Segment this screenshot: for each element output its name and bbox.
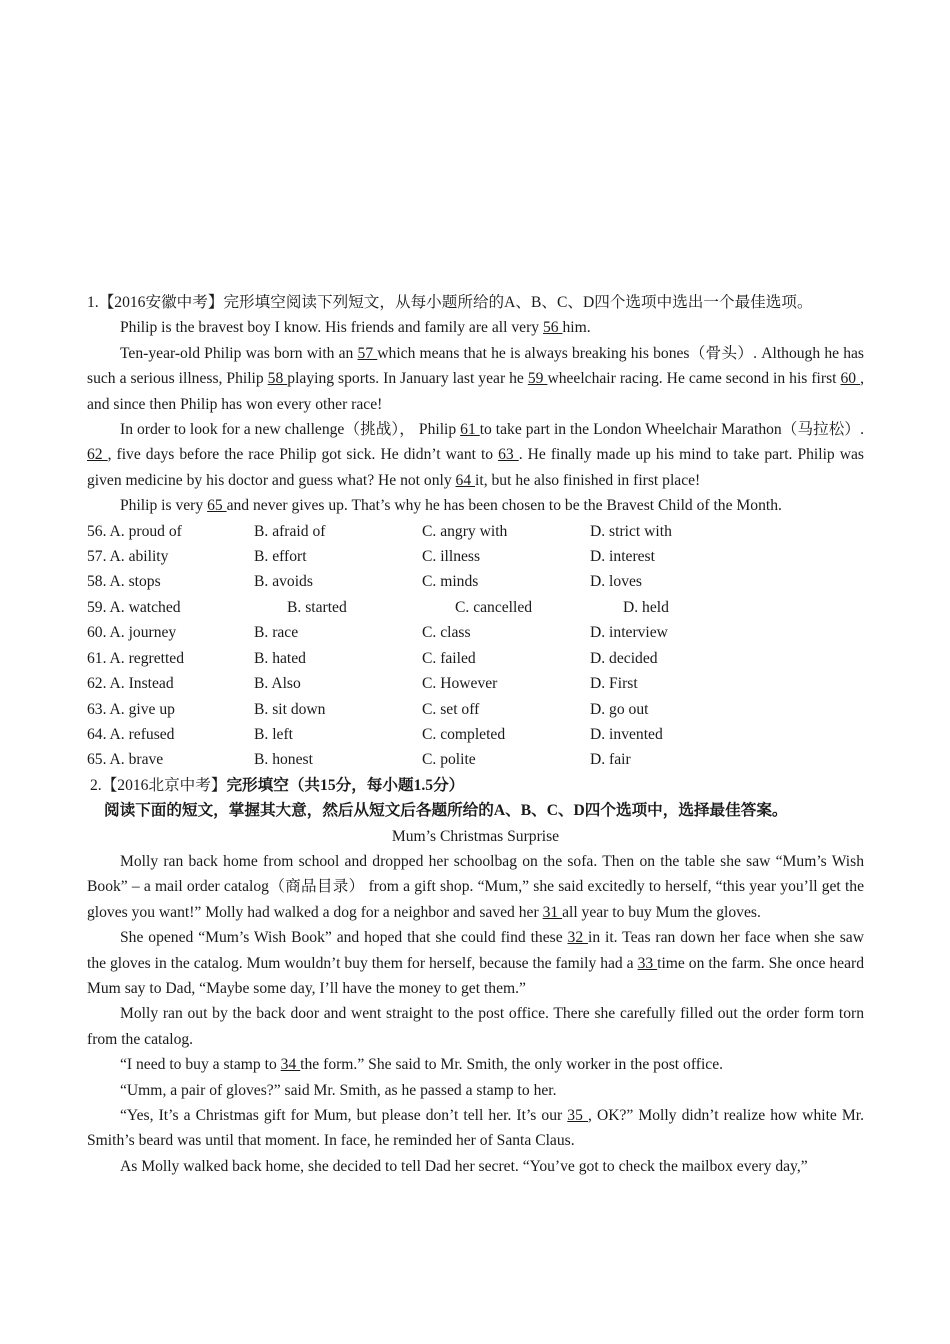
passage-text: She opened “Mum’s Wish Book” and hoped that she could find these — [120, 929, 568, 947]
option-choice: D. held — [623, 598, 669, 616]
q1-paragraph — [87, 493, 864, 518]
passage-text: Molly ran back home from school and dropped her schoolbag on the sofa. Then on the table she saw “Mum’s Wish Book” – a mail order catalog（商品目录） from a gift shop. “Mum,” she said excitedly to herself, “this year you’ll get the gloves you want!” Molly had walked a dog for a neighbor and saved her — [87, 852, 864, 921]
option-choice: 61. A. regretted — [87, 649, 184, 667]
answer-blank: 61 — [460, 421, 480, 439]
option-choice: D. interview — [590, 624, 668, 642]
option-choice: D. loves — [590, 573, 642, 591]
answer-blank: 31 — [542, 903, 563, 921]
q2-header-source: 2.【2016北京中考】 — [90, 776, 227, 794]
answer-blank: 57 — [357, 344, 378, 362]
answer-blank: 34 — [280, 1056, 301, 1074]
option-choice: 59. A. watched — [87, 598, 181, 616]
answer-blank: 32 — [567, 929, 588, 947]
passage-text: Ten-year-old Philip was born with an — [120, 344, 358, 362]
passage-text: it, but he also finished in first place! — [475, 471, 701, 489]
option-choice: C. angry with — [422, 522, 508, 540]
passage-text: In order to look for a new challenge（挑战）， Philip — [120, 421, 461, 439]
option-choice: B. effort — [254, 548, 307, 566]
option-choice: B. sit down — [254, 700, 326, 718]
passage-text: “Yes, It’s a Christmas gift for Mum, but please don’t tell her. It’s our — [120, 1107, 568, 1124]
answer-blank: 62 — [87, 446, 108, 464]
q1-paragraph — [87, 341, 864, 417]
option-choice: C. illness — [422, 548, 481, 566]
option-choice: 64. A. refused — [87, 725, 175, 743]
option-choice: B. left — [254, 725, 293, 743]
passage-text: Philip is the bravest boy I know. His friends and family are all very — [120, 319, 543, 337]
option-choice: C. minds — [422, 573, 479, 591]
answer-blank: 33 — [637, 954, 658, 972]
option-choice: B. Also — [254, 675, 301, 693]
passage-text: As Molly walked back home, she decided to tell Dad her secret. “You’ve got to check the mailbox every day,” — [120, 1157, 808, 1175]
option-row — [87, 697, 864, 722]
answer-blank: 56 — [542, 319, 563, 337]
option-choice: B. avoids — [254, 573, 313, 591]
option-choice: C. completed — [422, 725, 506, 743]
q2-paragraph — [87, 1078, 864, 1103]
q2-paragraph — [87, 925, 864, 1001]
option-choice: B. race — [254, 624, 299, 642]
q2-paragraph — [87, 1001, 864, 1052]
option-row — [87, 595, 864, 620]
passage-text: playing sports. In January last year he — [287, 370, 528, 388]
option-choice: D. interest — [590, 548, 655, 566]
passage-text: to take part in the London Wheelchair Marathon（马拉松）. — [479, 421, 864, 439]
answer-blank: 64 — [455, 471, 476, 489]
option-choice: C. However — [422, 675, 498, 693]
passage-text: time on the farm. She once heard Mum say to Dad, “Maybe some day, I’ll have the money to get them.” — [87, 954, 864, 997]
passage-text: “I need to buy a stamp to — [120, 1056, 281, 1074]
passage-text: and never gives up. That’s why he has been chosen to be the Bravest Child of the Month. — [226, 497, 782, 515]
passage-text: , and since then Philip has won every other race! — [87, 370, 864, 413]
option-choice: C. set off — [422, 700, 480, 718]
passage-text: which means that he is always breaking his bones（骨头）. Although he has such a serious illness, Philip — [87, 344, 864, 388]
option-choice: D. strict with — [590, 522, 672, 540]
q1-header: 1.【2016安徽中考】完形填空阅读下列短文，从每小题所给的A、B、C、D四个选项中选出一个最佳选项。 — [87, 294, 813, 311]
q1-options — [87, 519, 864, 773]
option-row — [87, 646, 864, 671]
answer-blank: 58 — [267, 370, 288, 388]
option-row — [87, 544, 864, 569]
option-choice: 65. A. brave — [87, 751, 164, 769]
option-choice: D. First — [590, 675, 638, 693]
answer-blank: 63 — [498, 446, 519, 464]
passage-text: Philip is very — [120, 497, 208, 515]
option-choice: 63. A. give up — [87, 700, 175, 718]
q1-paragraph — [87, 315, 864, 340]
answer-blank: 65 — [207, 497, 227, 515]
option-choice: 57. A. ability — [87, 548, 169, 566]
option-choice: D. fair — [590, 751, 631, 769]
answer-blank: 59 — [527, 370, 548, 388]
passage-text: all year to buy Mum the gloves. — [562, 903, 761, 921]
q2-header — [87, 773, 864, 798]
option-choice: 62. A. Instead — [87, 675, 174, 693]
option-row — [87, 722, 864, 747]
option-row — [87, 519, 864, 544]
option-choice: C. failed — [422, 649, 476, 667]
answer-blank: 60 — [840, 370, 861, 388]
passage-text: “Umm, a pair of gloves?” said Mr. Smith, as he passed a stamp to her. — [120, 1081, 557, 1099]
passage-text: Molly ran out by the back door and went straight to the post office. There she carefully filled out the order form torn from the catalog. — [87, 1005, 864, 1048]
option-choice: 56. A. proud of — [87, 522, 182, 540]
passage-text: in it. Teas ran down her face when she saw the gloves in the catalog. Mum wouldn’t buy them for herself, because the family had a — [87, 929, 864, 972]
option-choice: C. cancelled — [455, 598, 533, 616]
option-choice: D. decided — [590, 649, 658, 667]
passage-text: him. — [562, 319, 591, 337]
q2-paragraph — [87, 1052, 864, 1077]
option-row — [87, 671, 864, 696]
option-choice: B. started — [287, 598, 347, 616]
q2-passage-title: Mum’s Christmas Surprise — [391, 827, 560, 845]
q1-passage — [87, 315, 864, 518]
passage-text: the form.” She said to Mr. Smith, the only worker in the post office. — [300, 1056, 724, 1074]
option-choice: D. go out — [590, 700, 649, 718]
q2-passage — [87, 849, 864, 1179]
passage-text: wheelchair racing. He came second in his first — [547, 370, 841, 388]
q2-paragraph — [87, 1103, 864, 1154]
option-row — [87, 747, 864, 772]
passage-text: , OK?” Molly didn’t realize how white Mr. Smith’s beard was until that moment. In face, he reminded her of Santa Claus. — [87, 1107, 864, 1150]
option-row — [87, 620, 864, 645]
option-row — [87, 569, 864, 594]
q2-paragraph — [87, 1154, 864, 1179]
option-choice: C. class — [422, 624, 471, 642]
option-choice: 58. A. stops — [87, 573, 161, 591]
passage-text: , five days before the race Philip got sick. He didn’t want to — [107, 446, 499, 464]
option-choice: C. polite — [422, 751, 476, 769]
q2-header-title: 完形填空（共15分，每小题1.5分） — [226, 776, 465, 794]
passage-text: . He finally made up his mind to take part. Philip was given medicine by his doctor and guess what? He not only — [87, 446, 864, 489]
option-choice: D. invented — [590, 725, 663, 743]
option-choice: B. honest — [254, 751, 313, 769]
q2-instruction: 阅读下面的短文，掌握其大意，然后从短文后各题所给的A、B、C、D四个选项中，选择最佳答案。 — [104, 802, 788, 820]
option-choice: B. afraid of — [254, 522, 326, 540]
q2-paragraph — [87, 849, 864, 925]
option-choice: B. hated — [254, 649, 306, 667]
answer-blank: 35 — [567, 1107, 588, 1124]
document-page — [87, 290, 864, 1179]
q1-paragraph — [87, 417, 864, 493]
option-choice: 60. A. journey — [87, 624, 177, 642]
